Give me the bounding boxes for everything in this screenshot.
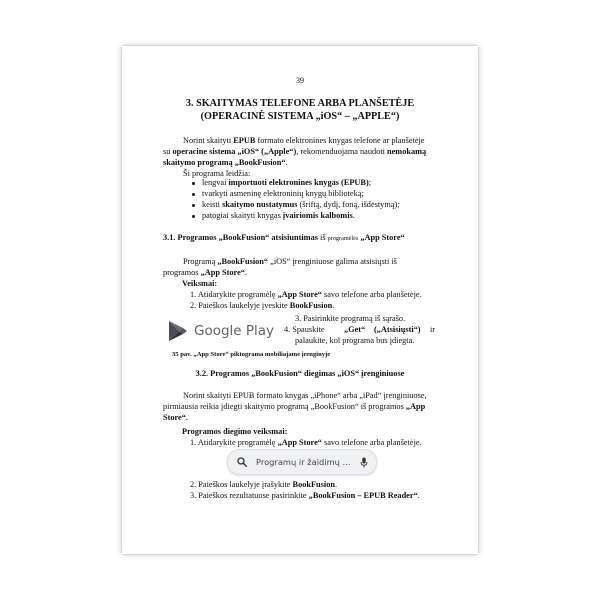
page-number: 39 [296,76,304,85]
intro-line-1: Norint skaityti EPUB formato elektronines knygas telefone ar planšetėje [183,136,425,145]
step-item: palaukite, kol programa bus įdiegta. [295,336,415,345]
search-placeholder: Programų ir žaidimų ... [256,457,351,467]
install-steps-label: Programos diegimo veiksmai: [182,427,288,436]
bullet-item: lengvai importuoti elektronines knygas (EPUB); [202,178,372,187]
intro-line-3: skaitymo programą „BookFusion“. [163,158,288,167]
step-item: 3. Pasirinkite programą iš sąrašo. [295,314,406,323]
para-3-1-line-2: programos „App Store“. [163,268,247,277]
chapter-title-line2: (OPERACINĖ SISTEMA „iOS“ – „APPLE“) [200,111,400,122]
bullet-item: tvarkyti asmeninę elektroninių knygų biblioteką; [202,189,364,198]
microphone-icon [360,457,368,468]
para-3-2-line-3: Store“. [163,413,188,422]
bullet-dot [192,204,195,207]
section-3-2-heading: 3.2. Programos „BookFusion“ diegimas „iOS“ įrenginiuose [195,369,405,378]
figure-caption: 35 pav. „App Store“ piktograma mobiliajame įrenginyje [172,351,331,358]
para-3-2-line-1: Norint skaityti EPUB formato knygas „iPhone“ arba „iPad“ įrenginiuose, [183,391,427,400]
google-play-logo [168,319,274,343]
document-page: 39 3. SKAITYMAS TELEFONE ARBA PLANŠETĖJE (OPERACINĖ SISTEMA „iOS“ – „APPLE“) Norint skaityti EPUB formato elektronines knygas telefone ar planšetėje su operacine sistema „iOS“ („Apple“), rekomenduojama naudoti nemokamą skaitymo programą „BookFusion“. Ši programa leidžia: lengvai importuoti elektronines knygas (EPUB); tvarkyti asmeninę elektroninių knygų biblioteką; keisti skaitymo nustatymus (šriftą, dydį, foną, išdėstymą); patogiai skaityti knygas įvairiomis kalbomis. 3.1. Programos „BookFusion“ atsisiuntimas iš programėlės „App Store“ Programą „BookFusion“ „iOS“ įrenginiuose galima atsisiųsti iš programos „App Store“. Veiksmai: 1. Atidarykite programėlę „App Store“ savo telefone arba planšetėje. 2. Paieškos laukelyje įveskite BookFusion. 3. Pasirinkite programą iš sąrašo. 4. Spauskite „Get“ („Atsisiųsti“) ir palaukite, kol programa bus įdiegta. Google Play 35 pav. „App Store“ piktograma mobiliajame įrenginyje 3.2. Programos „BookFusion“ diegimas „iOS“ įrenginiuose Norint skaityti EPUB formato knygas „iPhone“ arba „iPad“ įrenginiuose, pirmiausia reikia įdiegti skaitymo programą „BookFusion“ iš programos „App Store“. Programos diegimo veiksmai: 1. Atidarykite programėlę „App Store“ savo telefone arba planšetėje. Programų ir žaidimų ... 2. Paieškos laukelyje įrašykite BookFusion. 3. Paieškos rezultatuose pasirinkite „BookFusion – EPUB Reader“. [122,46,478,554]
bullet-dot [192,215,195,218]
step-item: 1. Atidarykite programėlę „App Store“ savo telefone arba planšetėje. [190,438,422,447]
step-item: 3. Paieškos rezultatuose pasirinkite „BookFusion – EPUB Reader“. [190,491,420,500]
google-play-icon [168,320,188,342]
step-item: 1. Atidarykite programėlę „App Store“ savo telefone arba planšetėje. [190,290,422,299]
bullet-dot [192,182,195,185]
para-3-2-line-2: pirmiausia reikia įdiegti skaitymo programą „BookFusion“ iš programos „App [163,402,426,411]
bullet-dot [192,193,195,196]
step-item: 2. Paieškos laukelyje įveskite BookFusion. [190,301,335,310]
para-3-1-line-1: Programą „BookFusion“ „iOS“ įrenginiuose galima atsisiųsti iš [183,257,397,266]
bullet-item: patogiai skaityti knygas įvairiomis kalbomis. [202,211,355,220]
step-item: 2. Paieškos laukelyje įrašykite BookFusion. [190,480,338,489]
search-bar [227,449,377,475]
chapter-title-line1: 3. SKAITYMAS TELEFONE ARBA PLANŠETĖJE [185,98,415,109]
steps-label: Veiksmai: [182,279,218,288]
google-play-label: Google Play [194,323,275,339]
section-3-1-heading: 3.1. Programos „BookFusion“ atsisiuntimas iš programėlės „App Store“ [163,233,405,242]
intro-line-2: su operacine sistema „iOS“ („Apple“), rekomenduojama naudoti nemokamą [163,147,427,156]
bullet-item: keisti skaitymo nustatymus (šriftą, dydį, foną, išdėstymą); [202,200,400,209]
search-icon [237,457,247,467]
intro-line-4: Ši programa leidžia: [183,169,251,178]
